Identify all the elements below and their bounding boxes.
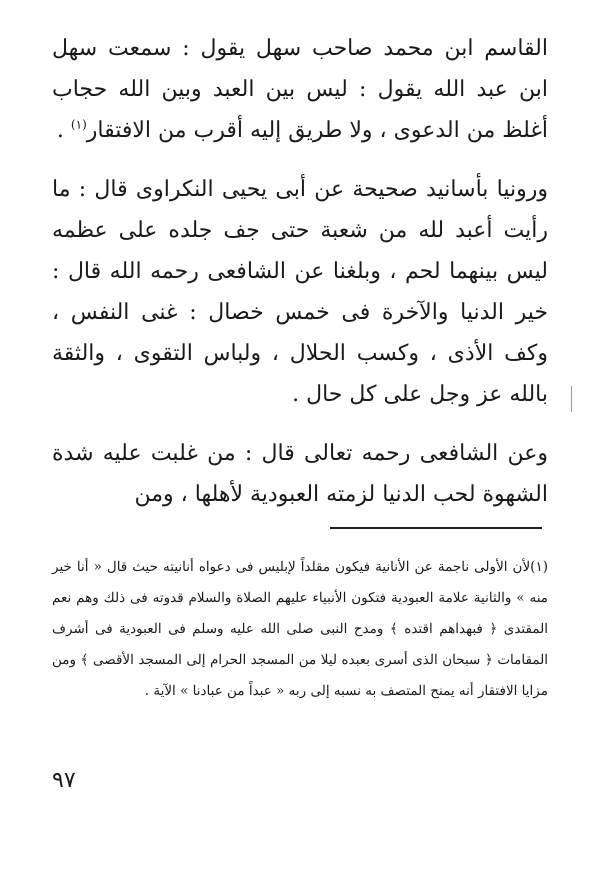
paragraph-1-end: .: [56, 118, 71, 143]
footnote-reference: (١): [70, 117, 87, 132]
paragraph-3: [52, 433, 548, 515]
footnote-divider: [330, 527, 542, 529]
paragraph-1-text: القاسم ابن محمد صاحب سهل يقول : سمعت سهل ابن عبد الله يقول : ليس بين العبد وبين الله حجاب أغلظ من الدعوى ، ولا طريق إليه أقرب من الافتقار: [52, 36, 548, 143]
main-text: [52, 28, 548, 515]
paragraph-2: [52, 169, 548, 415]
footnote: (١)لأن الأولى ناجمة عن الأنانية فيكون مقلداً لإبليس فى دعواه أنانيته حيث قال « أنا خير منه » والثانية علامة العبودية فتكون الأنبياء عليهم الصلاة والسلام قدوته فى ذلك وهم نعم المقتدى ﴿ فبهداهم اقتده ﴾ ومدح النبى صلى الله عليه وسلم فى العبودية فى أشرف المقامات ﴿ سبحان الذى أسرى بعبده ليلا من المسجد الحرام إلى المسجد الأقصى ﴾ ومن مزايا الافتقار أنه يمنح المتصف به نسبه إلى ربه « عبداً من عبادنا » الآية .: [52, 559, 548, 699]
margin-mark: [571, 386, 572, 412]
page-number: ٩٧: [52, 768, 76, 793]
paragraph-2-text: ورونيا بأسانيد صحيحة عن أبى يحيى النكراوى قال : ما رأيت أعبد لله من شعبة حتى جف جلده على عظمه ليس بينهما لحم ، وبلغنا عن الشافعى رحمه الله قال : خير الدنيا والآخرة فى خمس خصال : غنى النفس ، وكف الأذى ، وكسب الحلال ، ولباس التقوى ، والثقة بالله عز وجل على كل حال .: [52, 177, 548, 407]
paragraph-1: [52, 28, 548, 151]
paragraph-3-text: وعن الشافعى رحمه تعالى قال : من غلبت عليه شدة الشهوة لحب الدنيا لزمته العبودية لأهلها ، ومن: [52, 441, 548, 507]
